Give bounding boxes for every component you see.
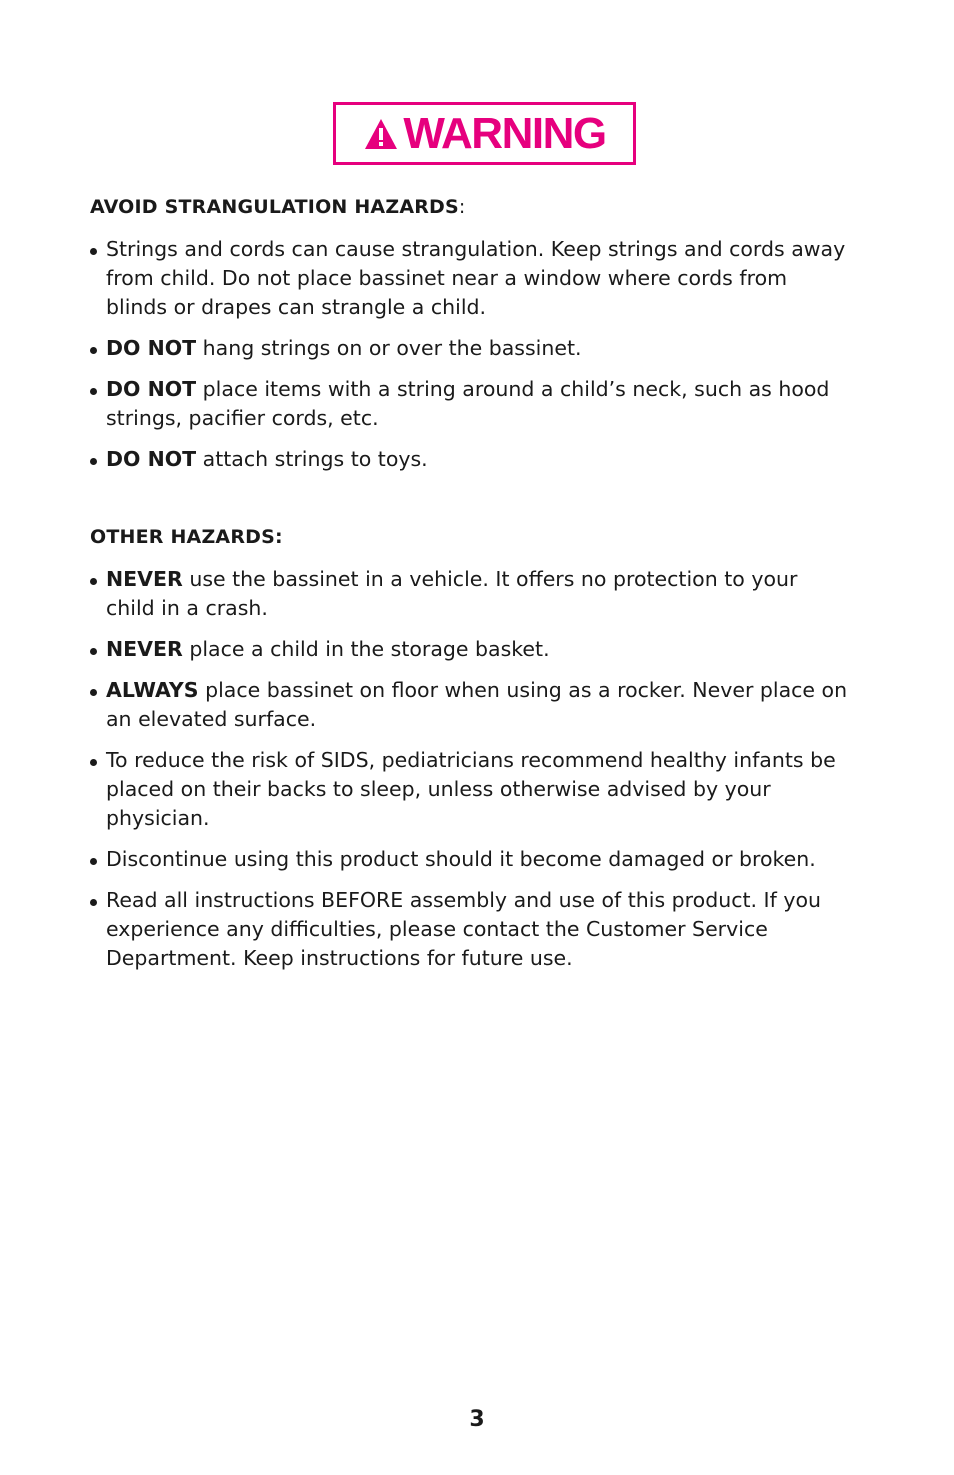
strangulation-hazard-list (90, 235, 850, 474)
section-heading-strangulation: AVOID STRANGULATION HAZARDS: (90, 196, 466, 218)
bullet-icon (90, 648, 97, 655)
bullet-icon (90, 458, 97, 465)
bullet-icon (90, 578, 97, 585)
warning-label: WARNING (403, 108, 606, 158)
warning-triangle-icon (363, 117, 399, 151)
list-item: DO NOT attach strings to toys. (90, 445, 850, 474)
section-heading-other-hazards: OTHER HAZARDS: (90, 526, 283, 548)
other-hazard-list (90, 565, 850, 973)
list-item: NEVER use the bassinet in a vehicle. It offers no protection to your child in a crash. (90, 565, 850, 623)
bullet-icon (90, 899, 97, 906)
warning-banner (333, 102, 636, 165)
bullet-icon (90, 388, 97, 395)
list-item: Strings and cords can cause strangulation. Keep strings and cords away from child. Do not place bassinet near a window where cords from blinds or drapes can strangle a child. (90, 235, 850, 322)
page-number: 3 (469, 1407, 485, 1432)
bullet-icon (90, 347, 97, 354)
bullet-icon (90, 248, 97, 255)
list-item: Discontinue using this product should it become damaged or broken. (90, 845, 850, 874)
warnings-content (90, 193, 850, 985)
list-item: Read all instructions BEFORE assembly and use of this product. If you experience any difficulties, please contact the Customer Service Department. Keep instructions for future use. (90, 886, 850, 973)
list-item: ALWAYS place bassinet on floor when using as a rocker. Never place on an elevated surface. (90, 676, 850, 734)
list-item: NEVER place a child in the storage basket. (90, 635, 850, 664)
bullet-icon (90, 689, 97, 696)
bullet-icon (90, 858, 97, 865)
list-item: DO NOT hang strings on or over the bassinet. (90, 334, 850, 363)
list-item: To reduce the risk of SIDS, pediatricians recommend healthy infants be placed on their backs to sleep, unless otherwise advised by your physician. (90, 746, 850, 833)
list-item: DO NOT place items with a string around a child’s neck, such as hood strings, pacifier cords, etc. (90, 375, 850, 433)
bullet-icon (90, 759, 97, 766)
